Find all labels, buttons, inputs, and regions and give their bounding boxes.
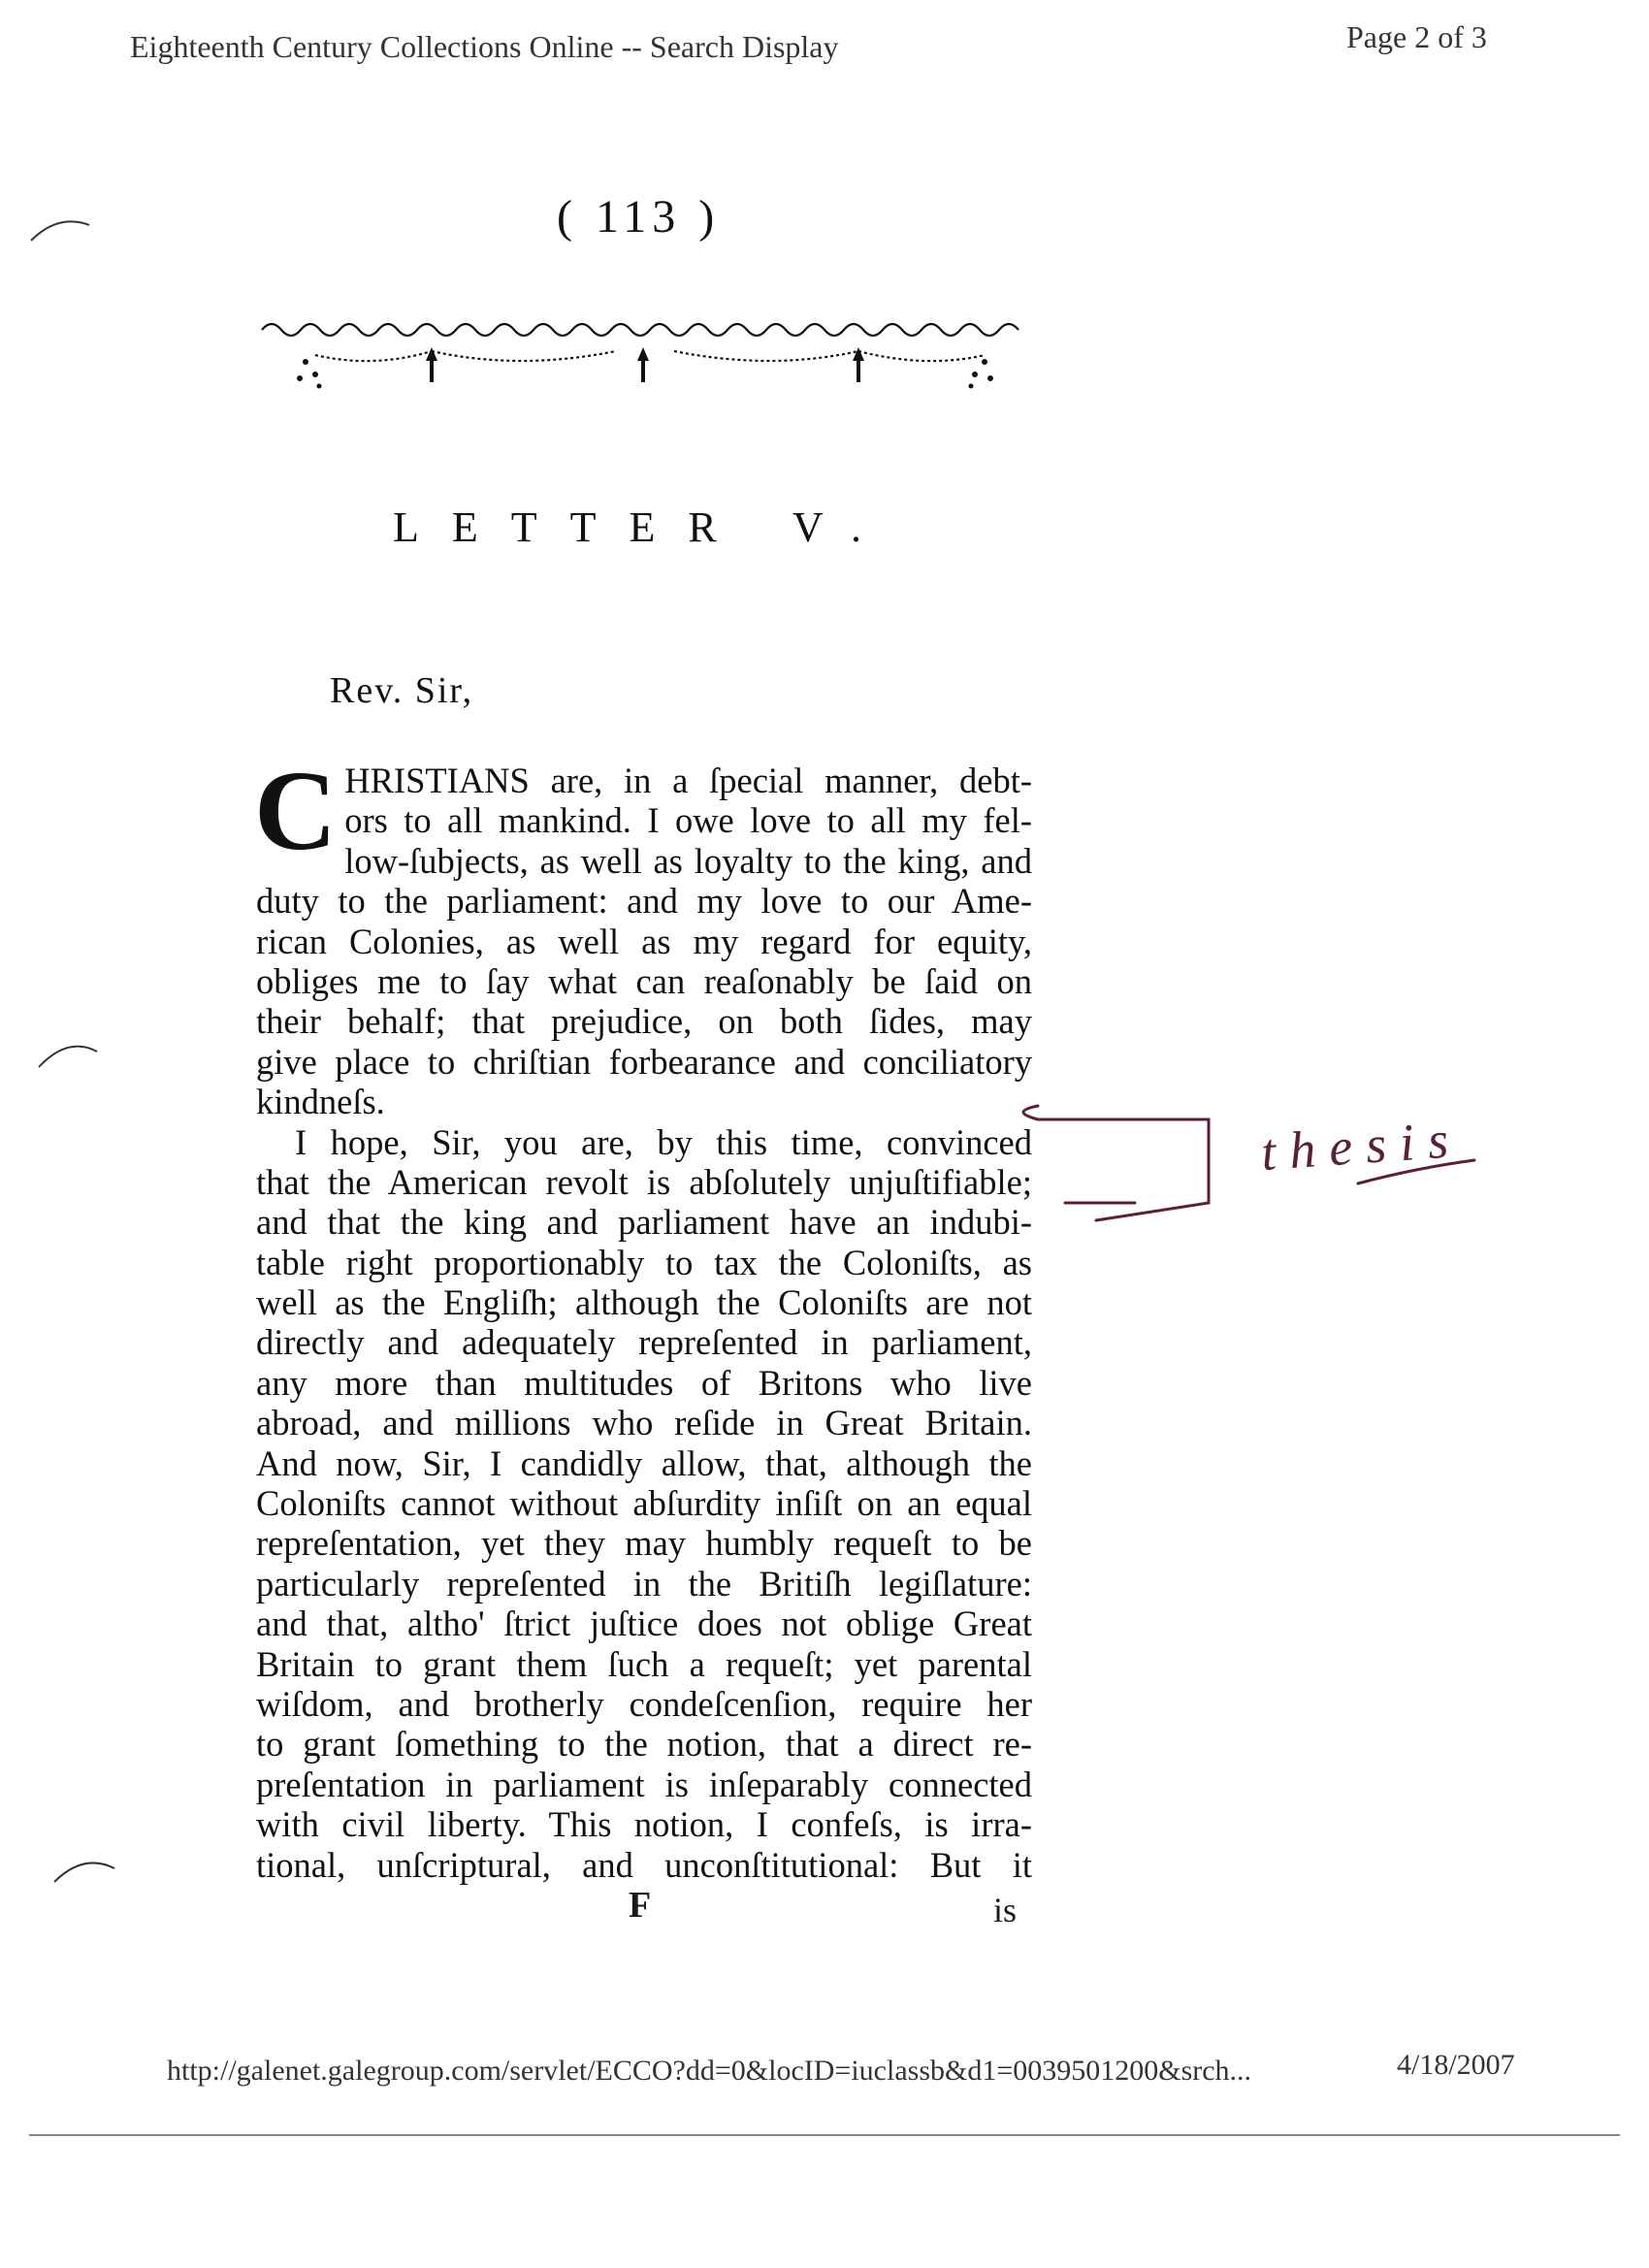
footer-divider	[29, 2134, 1620, 2136]
decorative-ornament-icon	[257, 308, 1033, 401]
body-line: table right proportionably to tax the Coloniſts, as	[256, 1242, 1032, 1282]
body-line: abroad, and millions who reſide in Great Britain.	[256, 1403, 1032, 1443]
body-line: give place to chriſtian forbearance and conciliatory	[256, 1041, 1032, 1082]
body-line: duty to the parliament: and my love to our Ame-	[256, 881, 1032, 922]
salutation: Rev. Sir,	[330, 670, 474, 711]
body-line: their behalf; that prejudice, on both ſides, may	[256, 1001, 1032, 1042]
body-line: tional, unſcriptural, and unconſtitutional: But it	[256, 1844, 1032, 1885]
body-line: And now, Sir, I candidly allow, that, although the	[256, 1442, 1032, 1483]
body-line: low-ſubjects, as well as loyalty to the king, and	[344, 840, 1032, 881]
body-line: well as the Engliſh; although the Coloniſts are not	[256, 1282, 1032, 1323]
body-line: preſentation in parliament is inſeparably connected	[256, 1764, 1032, 1804]
footer-url: http://galenet.galegroup.com/servlet/ECCO?dd=0&locID=iuclassb&d1=0039501200&srch...	[167, 2055, 1252, 2087]
body-line: repreſentation, yet they may humbly requeſt to be	[256, 1523, 1032, 1564]
body-line: particularly repreſented in the Britiſh legiſlature:	[256, 1563, 1032, 1604]
body-line: Britain to grant them ſuch a requeſt; yet parental	[256, 1643, 1032, 1684]
footer-date: 4/18/2007	[1397, 2049, 1515, 2081]
header-page-indicator: Page 2 of 3	[1346, 19, 1487, 54]
body-line: I hope, Sir, you are, by this time, convinced	[295, 1121, 1032, 1162]
body-line: directly and adequately repreſented in parliament,	[256, 1322, 1032, 1363]
letter-title: LETTER V.	[393, 503, 895, 551]
letter-body	[254, 747, 1032, 1885]
body-line: and that, altho' ſtrict juſtice does not oblige Great	[256, 1604, 1032, 1644]
body-line: HRISTIANS are, in a ſpecial manner, debt-	[344, 761, 1032, 800]
signature-mark: F	[629, 1885, 652, 1926]
handwritten-annotation: thesis	[1259, 1109, 1464, 1183]
body-line: kindneſs.	[256, 1082, 385, 1122]
body-line: and that the king and parliament have an indubi-	[256, 1202, 1032, 1243]
body-line: with civil liberty. This notion, I confeſs, is irra-	[256, 1804, 1032, 1845]
drop-cap: C	[254, 747, 338, 874]
body-line: rican Colonies, as well as my regard for equity,	[256, 921, 1032, 961]
body-line: Coloniſts cannot without abſurdity inſiſt on an equal	[256, 1483, 1032, 1524]
page-number: ( 113 )	[557, 191, 721, 243]
body-line: that the American revolt is abſolutely unjuſtifiable;	[256, 1161, 1032, 1202]
body-line: to grant ſomething to the notion, that a direct re-	[256, 1724, 1032, 1765]
body-line: obliges me to ſay what can reaſonably be ſaid on	[256, 960, 1032, 1001]
catchword: is	[993, 1891, 1018, 1929]
body-line: wiſdom, and brotherly condeſcenſion, require her	[256, 1683, 1032, 1724]
body-line: ors to all mankind. I owe love to all my fel-	[344, 800, 1032, 841]
header-title: Eighteenth Century Collections Online -- Search Display	[130, 29, 839, 64]
body-line: any more than multitudes of Britons who live	[256, 1362, 1032, 1403]
